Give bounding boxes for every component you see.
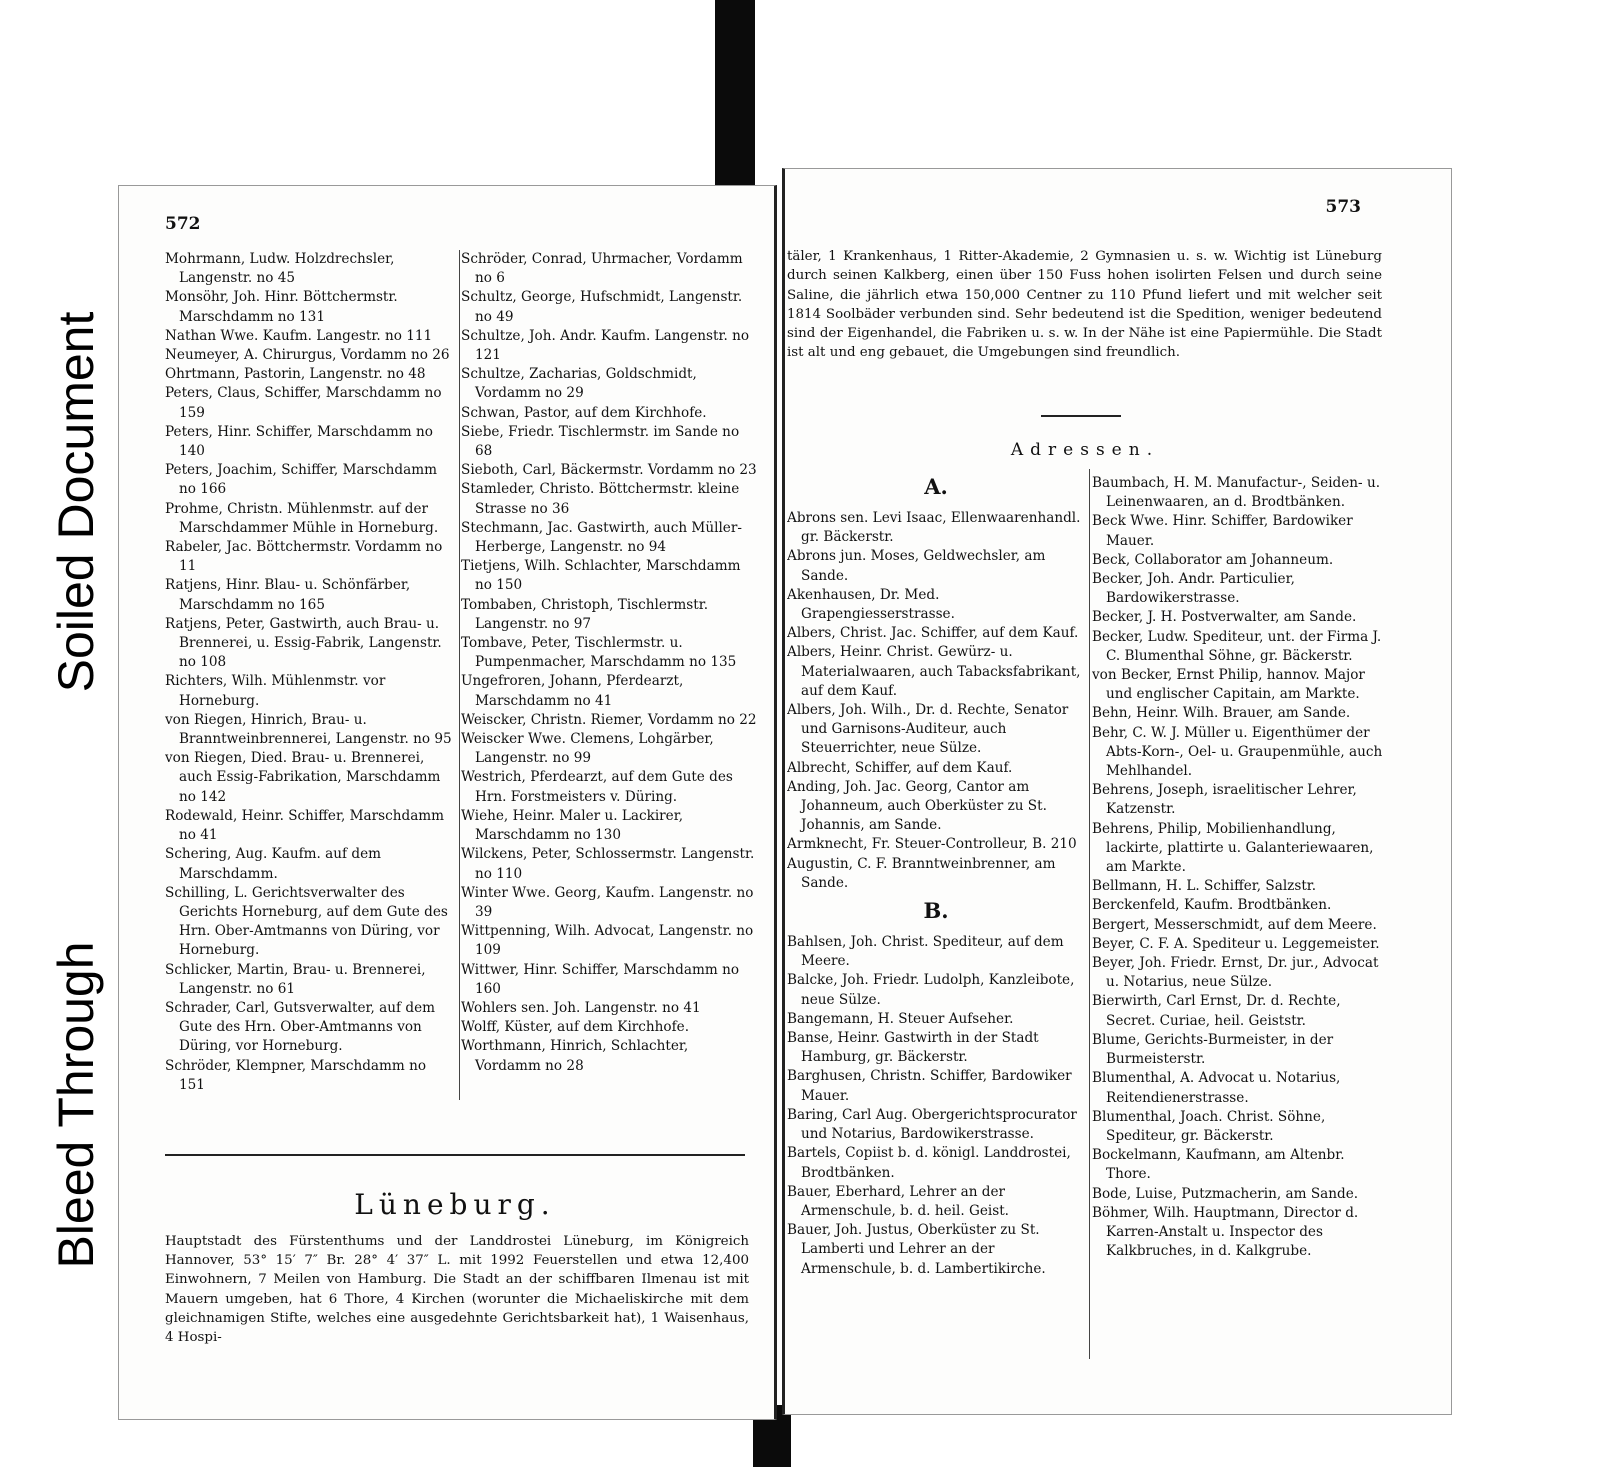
directory-entry: Neumeyer, A. Chirurgus, Vordamm no 26 — [165, 347, 450, 364]
directory-entry: Ohrtmann, Pastorin, Langenstr. no 48 — [165, 366, 426, 383]
directory-entry: Ungefroren, Johann, Pferdearzt, Marschdamm no 41 — [461, 673, 684, 709]
directory-entry: von Riegen, Hinrich, Brau- u. Branntweinbrennerei, Langenstr. no 95 — [165, 711, 452, 748]
directory-entry: Weiscker Wwe. Clemens, Lohgärber, Langenstr. no 99 — [461, 731, 714, 767]
directory-entry: Wohlers sen. Joh. Langenstr. no 41 — [461, 999, 701, 1016]
directory-entry: Nathan Wwe. Kaufm. Langestr. no 111 — [165, 327, 433, 344]
directory-entry: Becker, J. H. Postverwalter, am Sande. — [1092, 609, 1357, 626]
directory-entry: Blumenthal, Joach. Christ. Söhne, Spediteur, gr. Bäckerstr. — [1092, 1108, 1326, 1144]
directory-entry: Armknecht, Fr. Steuer-Controlleur, B. 210 — [787, 836, 1077, 853]
directory-entry: Becker, Joh. Andr. Particulier, Bardowikerstrasse. — [1092, 571, 1295, 607]
directory-entry: Bode, Luise, Putzmacherin, am Sande. — [1092, 1185, 1359, 1202]
section-letter-a: A. — [924, 474, 948, 499]
directory-entry: Bockelmann, Kaufmann, am Altenbr. Thore. — [1092, 1147, 1345, 1183]
directory-entry: Beck Wwe. Hinr. Schiffer, Bardowiker Mauer. — [1092, 513, 1353, 549]
right-column-2 — [1087, 474, 1392, 1261]
directory-entry: Behrens, Joseph, israelitischer Lehrer, Katzenstr. — [1092, 782, 1357, 818]
section-divider — [165, 1154, 745, 1156]
directory-entry: Albers, Heinr. Christ. Gewürz- u. Materialwaaren, auch Tabacksfabrikant, auf dem Kauf. — [787, 644, 1081, 699]
directory-entry: Weiscker, Christn. Riemer, Vordamm no 22 — [461, 711, 757, 728]
directory-entry: Schrader, Carl, Gutsverwalter, auf dem Gute des Hrn. Ober-Amtmanns von Düring, vor Horneburg. — [165, 999, 436, 1055]
directory-entry: Bellmann, H. L. Schiffer, Salzstr. — [1092, 878, 1317, 895]
directory-entry: Tombaben, Christoph, Tischlermstr. Langenstr. no 97 — [461, 596, 709, 632]
city-description-continued: täler, 1 Krankenhaus, 1 Ritter-Akademie, 2 Gymnasien u. s. w. Wichtig ist Lüneburg durch seinen Kalkberg, einen über 150 Fuss hohen isolirten Felsen und durch seine Saline, die jährlich etwa 150,000 Centner zu 110 Pfund liefert und mit welcher seit 1814 Soolbäder verbunden sind. Sehr bedeutend ist die Spedition, weniger bedeutend sind der Eigenhandel, die Fabriken u. s. w. In der Nähe ist eine Papiermühle. Die Stadt ist alt und eng gebauet, die Umgebungen sind freundlich. — [787, 249, 1382, 361]
directory-entry: Akenhausen, Dr. Med. Grapengiesserstrasse. — [787, 586, 955, 623]
directory-entry: Schultze, Joh. Andr. Kaufm. Langenstr. no 121 — [461, 327, 750, 364]
directory-entry: Winter Wwe. Georg, Kaufm. Langenstr. no 39 — [461, 884, 754, 920]
section-letter-b: B. — [923, 898, 949, 924]
directory-entry: Böhmer, Wilh. Hauptmann, Director d. Karren-Anstalt u. Inspector des Kalkbruches, in d. Kalkgrube. — [1092, 1204, 1359, 1260]
section-a-entries — [787, 509, 1085, 893]
directory-entry: Wilckens, Peter, Schlossermstr. Langenstr. no 110 — [461, 846, 755, 882]
directory-entry: Prohme, Christn. Mühlenmstr. auf der Marschdammer Mühle in Horneburg. — [165, 500, 439, 536]
city-description: Hauptstadt des Fürstenthums und der Landdrostei Lüneburg, im Königreich Hannover, 53° 15′ 7″ Br. 28° 4′ 37″ L. mit 1992 Feuerstellen und etwa 12,400 Einwohnern, 7 Meilen von Hamburg. Die Stadt an der schiffbaren Ilmenau ist mit Mauern umgeben, hat 6 Thore, 4 Kirchen (worunter die Michaeliskirche mit dem gleichnamigen Stifte, welches eine ausgedehnte Gerichtsbarkeit hat), 1 Waisenhaus, 4 Hospi- — [165, 1234, 749, 1346]
directory-entry: Schultze, Zacharias, Goldschmidt, Vordamm no 29 — [461, 366, 697, 402]
directory-entry: von Becker, Ernst Philip, hannov. Major und englischer Capitain, am Markte. — [1092, 667, 1365, 703]
directory-entry: Banse, Heinr. Gastwirth in der Stadt Hamburg, gr. Bäckerstr. — [787, 1030, 1039, 1066]
directory-entry: Abrons sen. Levi Isaac, Ellenwaarenhandl. gr. Bäckerstr. — [787, 510, 1081, 546]
page-number-right: 573 — [1325, 197, 1361, 217]
left-column-2 — [461, 250, 757, 1076]
directory-entry: Anding, Joh. Jac. Georg, Cantor am Johanneum, auch Oberküster zu St. Johannis, am Sande. — [787, 778, 1047, 834]
directory-entry: Tombave, Peter, Tischlermstr. u. Pumpenmacher, Marschdamm no 135 — [461, 635, 737, 671]
directory-entry: Baring, Carl Aug. Obergerichtsprocurator und Notarius, Bardowikerstrasse. — [787, 1106, 1077, 1143]
directory-entry: Siebe, Friedr. Tischlermstr. im Sande no 68 — [461, 423, 740, 460]
directory-entry: Albers, Christ. Jac. Schiffer, auf dem Kauf. — [787, 625, 1079, 642]
directory-entry: Wittwer, Hinr. Schiffer, Marschdamm no 160 — [461, 961, 740, 997]
directory-entry: Sieboth, Carl, Bäckermstr. Vordamm no 23 — [461, 462, 757, 479]
directory-entry: Schwan, Pastor, auf dem Kirchhofe. — [461, 404, 707, 421]
directory-entry: Albers, Joh. Wilh., Dr. d. Rechte, Senator und Garnisons-Auditeur, auch Steuerrichter, neue Sülze. — [787, 702, 1069, 757]
right-column-1 — [785, 469, 1090, 1359]
binding-spine-top — [715, 0, 755, 185]
directory-entry: Schering, Aug. Kaufm. auf dem Marschdamm. — [165, 846, 382, 882]
directory-entry: Bauer, Eberhard, Lehrer an der Armenschule, b. d. heil. Geist. — [787, 1183, 1009, 1219]
directory-entry: Peters, Joachim, Schiffer, Marschdamm no 166 — [165, 462, 438, 498]
directory-entry: Wiehe, Heinr. Maler u. Lackirer, Marschdamm no 130 — [461, 807, 684, 844]
soiled-document-text: Soiled Document — [47, 311, 104, 693]
directory-entry: Stechmann, Jac. Gastwirth, auch Müller-Herberge, Langenstr. no 94 — [461, 519, 742, 556]
directory-entry: Monsöhr, Joh. Hinr. Böttchermstr. Marschdamm no 131 — [165, 289, 398, 325]
directory-entry: Bauer, Joh. Justus, Oberküster zu St. Lamberti und Lehrer an der Armenschule, b. d. Lambertikirche. — [787, 1222, 1046, 1277]
directory-entry: Baumbach, H. M. Manufactur-, Seiden- u. Leinenwaaren, an d. Brodtbänken. — [1092, 475, 1381, 511]
city-title: Lüneburg. — [354, 1188, 556, 1221]
directory-entry: Worthmann, Hinrich, Schlachter, Vordamm no 28 — [461, 1038, 689, 1074]
directory-entry: Peters, Claus, Schiffer, Marschdamm no 159 — [165, 385, 442, 421]
directory-entry: Barghusen, Christn. Schiffer, Bardowiker Mauer. — [787, 1068, 1072, 1104]
directory-entry: Schilling, L. Gerichtsverwalter des Gerichts Horneburg, auf dem Gute des Hrn. Ober-Amtmanns von Düring, vor Horneburg. — [165, 884, 448, 959]
directory-entry: Mohrmann, Ludw. Holzdrechsler, Langenstr. no 45 — [165, 251, 395, 287]
directory-entry: Behr, C. W. J. Müller u. Eigenthümer der Abts-Korn-, Oel- u. Graupenmühle, auch Mehlhandel. — [1092, 724, 1383, 780]
directory-entry: Schröder, Conrad, Uhrmacher, Vordamm no 6 — [461, 251, 743, 287]
directory-entry: von Riegen, Died. Brau- u. Brennerei, auch Essig-Fabrikation, Marschdamm no 142 — [165, 750, 441, 805]
directory-entry: Beck, Collaborator am Johanneum. — [1092, 551, 1334, 568]
directory-entry: Schlicker, Martin, Brau- u. Brennerei, Langenstr. no 61 — [165, 961, 426, 997]
directory-entry: Albrecht, Schiffer, auf dem Kauf. — [787, 759, 1013, 776]
section-b-entries — [787, 933, 1085, 1279]
directory-entry: Ratjens, Hinr. Blau- u. Schönfärber, Marschdamm no 165 — [165, 577, 411, 613]
directory-entry: Balcke, Joh. Friedr. Ludolph, Kanzleibote, neue Sülze. — [787, 972, 1075, 1008]
directory-entry: Augustin, C. F. Branntweinbrenner, am Sande. — [787, 855, 1056, 891]
soiled-document-label — [38, 262, 113, 742]
directory-entry: Schröder, Klempner, Marschdamm no 151 — [165, 1057, 427, 1093]
directory-entry: Ratjens, Peter, Gastwirth, auch Brau- u. Brennerei, u. Essig-Fabrik, Langenstr. no 108 — [165, 615, 442, 671]
directory-entry: Bahlsen, Joh. Christ. Spediteur, auf dem Meere. — [787, 934, 1064, 970]
directory-entry: Beyer, C. F. A. Spediteur u. Leggemeister. — [1092, 935, 1380, 952]
directory-entry: Tietjens, Wilh. Schlachter, Marschdamm no 150 — [461, 558, 741, 594]
directory-entry: Beyer, Joh. Friedr. Ernst, Dr. jur., Advocat u. Notarius, neue Sülze. — [1092, 955, 1379, 991]
bleed-through-text: Bleed Through — [47, 941, 104, 1269]
right-page — [782, 168, 1452, 1415]
directory-entry: Behn, Heinr. Wilh. Brauer, am Sande. — [1092, 705, 1351, 722]
directory-entry: Bergert, Messerschmidt, auf dem Meere. — [1092, 916, 1377, 933]
directory-entry: Becker, Ludw. Spediteur, unt. der Firma J. C. Blumenthal Söhne, gr. Bäckerstr. — [1092, 628, 1382, 664]
directory-entry: Abrons jun. Moses, Geldwechsler, am Sande. — [787, 548, 1046, 584]
directory-entry: Berckenfeld, Kaufm. Brodtbänken. — [1092, 897, 1332, 914]
directory-entry: Richters, Wilh. Mühlenmstr. vor Horneburg. — [165, 673, 386, 709]
directory-entry: Schultz, George, Hufschmidt, Langenstr. no 49 — [461, 289, 743, 325]
directory-entry: Rodewald, Heinr. Schiffer, Marschdamm no 41 — [165, 807, 445, 844]
directory-entry: Behrens, Philip, Mobilienhandlung, lackirte, plattirte u. Galanteriewaaren, am Markte. — [1092, 820, 1374, 876]
directory-entry: Stamleder, Christo. Böttchermstr. kleine Strasse no 36 — [461, 481, 740, 517]
directory-entry: Rabeler, Jac. Böttchermstr. Vordamm no 11 — [165, 539, 443, 575]
directory-entry: Peters, Hinr. Schiffer, Marschdamm no 140 — [165, 423, 433, 460]
directory-entry: Blumenthal, A. Advocat u. Notarius, Reitendienerstrasse. — [1092, 1070, 1341, 1106]
addresses-heading: Adressen. — [1010, 440, 1160, 460]
directory-entry: Bangemann, H. Steuer Aufseher. — [787, 1010, 1014, 1027]
page-number-left: 572 — [165, 214, 201, 234]
bleed-through-label — [38, 865, 113, 1345]
directory-entry: Bartels, Copiist b. d. königl. Landdrostei, Brodtbänken. — [787, 1145, 1071, 1181]
directory-entry: Blume, Gerichts-Burmeister, in der Burmeisterstr. — [1092, 1031, 1334, 1068]
heading-divider — [1041, 415, 1121, 417]
left-column-1 — [165, 250, 460, 1100]
directory-entry: Wittpenning, Wilh. Advocat, Langenstr. no 109 — [461, 923, 754, 959]
directory-entry: Bierwirth, Carl Ernst, Dr. d. Rechte, Secret. Curiae, heil. Geiststr. — [1092, 993, 1341, 1029]
left-page — [118, 185, 777, 1420]
directory-entry: Wolff, Küster, auf dem Kirchhofe. — [461, 1019, 690, 1036]
directory-entry: Westrich, Pferdearzt, auf dem Gute des Hrn. Forstmeisters v. Düring. — [461, 769, 733, 805]
